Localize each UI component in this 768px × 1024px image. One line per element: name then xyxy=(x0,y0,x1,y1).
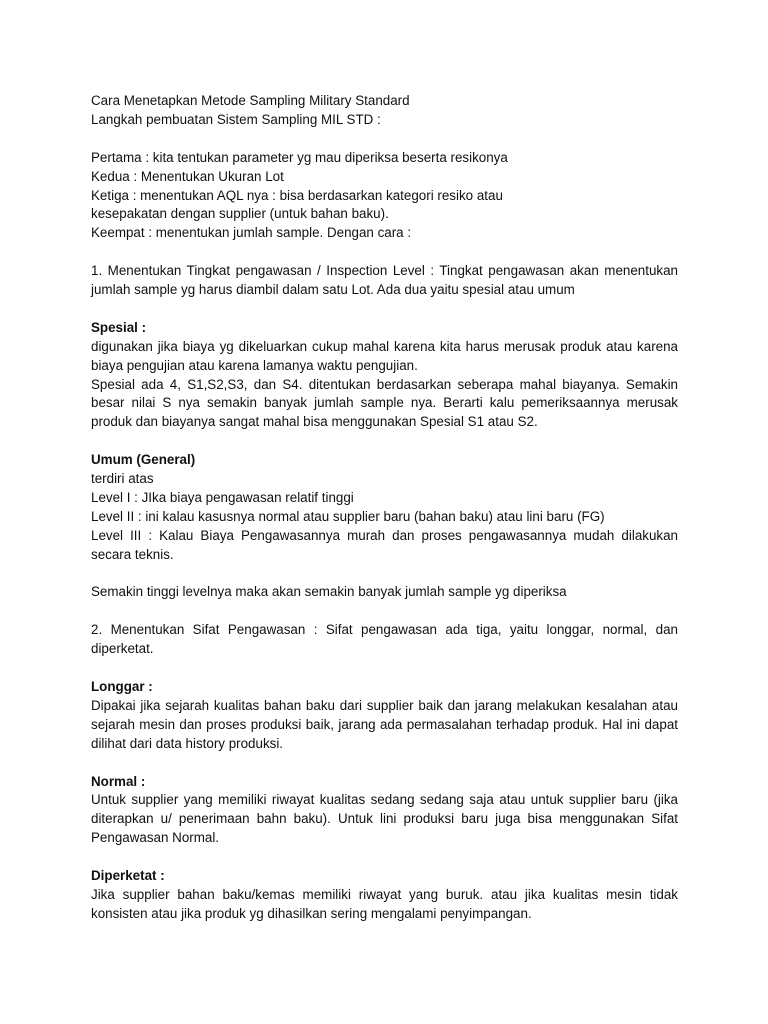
section-inspection-nature: 2. Menentukan Sifat Pengawasan : Sifat pengawasan ada tiga, yaitu longgar, normal, dan diperketat. xyxy=(91,622,678,657)
spacer xyxy=(91,243,678,262)
document-subtitle: Langkah pembuatan Sistem Sampling MIL STD : xyxy=(91,111,381,127)
umum-level-3: Level III : Kalau Biaya Pengawasannya murah dan proses pengawasannya mudah dilakukan secara teknis. xyxy=(91,527,678,562)
diperketat-paragraph: Jika supplier bahan baku/kemas memiliki riwayat yang buruk. atau jika kualitas mesin tidak konsisten atau jika produk yg dihasilkan sering mengalami penyimpangan. xyxy=(91,886,678,921)
spacer xyxy=(91,432,678,451)
heading-umum: Umum (General) xyxy=(91,452,196,468)
spacer xyxy=(91,565,678,584)
level-summary: Semakin tinggi levelnya maka akan semakin banyak jumlah sample yg diperiksa xyxy=(91,584,567,600)
umum-intro: terdiri atas xyxy=(91,471,154,487)
spacer xyxy=(91,300,678,319)
umum-level-1: Level I : JIka biaya pengawasan relatif tinggi xyxy=(91,489,354,505)
heading-spesial: Spesial : xyxy=(91,319,147,335)
spesial-paragraph-2: Spesial ada 4, S1,S2,S3, dan S4. ditentukan berdasarkan seberapa mahal biayanya. Semakin besar nilai S nya semakin banyak jumlah sample nya. Berarti kalu pemeriksaannya merusak produk dan biayanya sangat mahal bisa menggunakan Spesial S1 atau S2. xyxy=(91,376,678,430)
step-fourth: Keempat : menentukan jumlah sample. Dengan cara : xyxy=(91,225,412,241)
spacer xyxy=(91,659,678,678)
spacer xyxy=(91,130,678,149)
spacer xyxy=(91,602,678,621)
spesial-paragraph-1: digunakan jika biaya yg dikeluarkan cukup mahal karena kita harus merusak produk atau karena biaya pengujian atau karena lamanya waktu pengujian. xyxy=(91,338,678,373)
spacer xyxy=(91,754,678,773)
umum-level-2: Level II : ini kalau kasusnya normal atau supplier baru (bahan baku) atau lini baru (FG) xyxy=(91,508,605,524)
heading-diperketat: Diperketat : xyxy=(91,868,165,884)
step-second: Kedua : Menentukan Ukuran Lot xyxy=(91,168,284,184)
heading-normal: Normal : xyxy=(91,773,146,789)
heading-longgar: Longgar : xyxy=(91,678,153,694)
step-first: Pertama : kita tentukan parameter yg mau diperiksa beserta resikonya xyxy=(91,149,508,165)
section-inspection-level: 1. Menentukan Tingkat pengawasan / Inspection Level : Tingkat pengawasan akan menentukan jumlah sample yg harus diambil dalam satu Lot. Ada dua yaitu spesial atau umum xyxy=(91,263,678,298)
spacer xyxy=(91,848,678,867)
document-title: Cara Menetapkan Metode Sampling Military Standard xyxy=(91,93,410,108)
step-third: Ketiga : menentukan AQL nya : bisa berdasarkan kategori resiko atau xyxy=(91,187,503,203)
step-third-continued: kesepakatan dengan supplier (untuk bahan baku). xyxy=(91,206,389,222)
longgar-paragraph: Dipakai jika sejarah kualitas bahan baku dari supplier baik dan jarang melakukan kesalahan atau sejarah mesin dan proses produksi baik, jarang ada permasalahan terhadap produk. Hal ini dapat dilihat dari data history produksi. xyxy=(91,697,678,751)
normal-paragraph: Untuk supplier yang memiliki riwayat kualitas sedang sedang saja atau untuk supplier baru (jika diterapkan u/ penerimaan bahn baku). Untuk lini produksi baru juga bisa menggunakan Sifat Pengawasan Normal. xyxy=(91,792,678,846)
